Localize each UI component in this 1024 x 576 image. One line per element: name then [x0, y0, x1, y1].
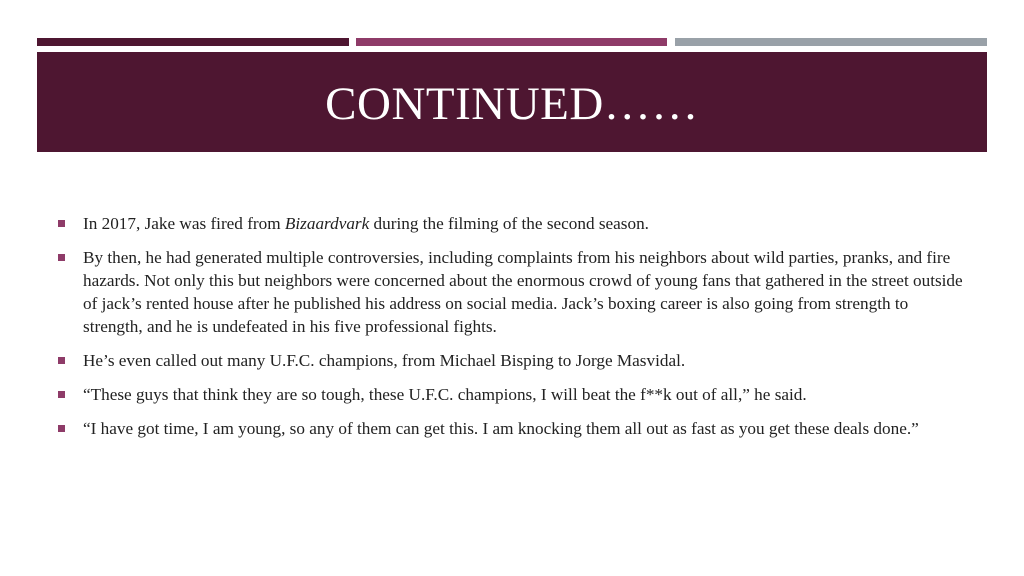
bullet-text-after: during the filming of the second season. [369, 214, 649, 233]
accent-bar-dark [37, 38, 349, 46]
bullet-item-4 [56, 383, 971, 406]
square-bullet-icon [58, 425, 65, 432]
square-bullet-icon [58, 391, 65, 398]
slide-title: CONTINUED…… [325, 77, 699, 130]
accent-bar-gray [675, 38, 987, 46]
title-band [37, 52, 987, 152]
bullet-item-1 [56, 212, 971, 235]
bullet-text: “These guys that think they are so tough, these U.F.C. champions, I will beat the f**k out of all,” he said. [83, 385, 807, 404]
square-bullet-icon [58, 220, 65, 227]
bullet-text: By then, he had generated multiple controversies, including complaints from his neighbors about wild parties, pranks, and fire hazards. Not only this but neighbors were concerned about the enormous crowd of young fans that gathered in the street outside of jack’s rented house after he published his address on social media. Jack’s boxing career is also going from strength to strength, and he is undefeated in his five professional fights. [83, 248, 963, 336]
bullet-item-3 [56, 349, 971, 372]
square-bullet-icon [58, 254, 65, 261]
bullet-text: “I have got time, I am young, so any of them can get this. I am knocking them all out as fast as you get these deals done.” [83, 419, 919, 438]
bullet-item-2 [56, 246, 971, 338]
square-bullet-icon [58, 357, 65, 364]
accent-bar-magenta [356, 38, 667, 46]
bullet-text-before: In 2017, Jake was fired from [83, 214, 285, 233]
bullet-item-5 [56, 417, 971, 440]
show-title: Bizaardvark [284, 214, 370, 233]
bullet-list [56, 212, 971, 440]
content-area [56, 212, 971, 451]
bullet-text: He’s even called out many U.F.C. champions, from Michael Bisping to Jorge Masvidal. [83, 351, 686, 370]
